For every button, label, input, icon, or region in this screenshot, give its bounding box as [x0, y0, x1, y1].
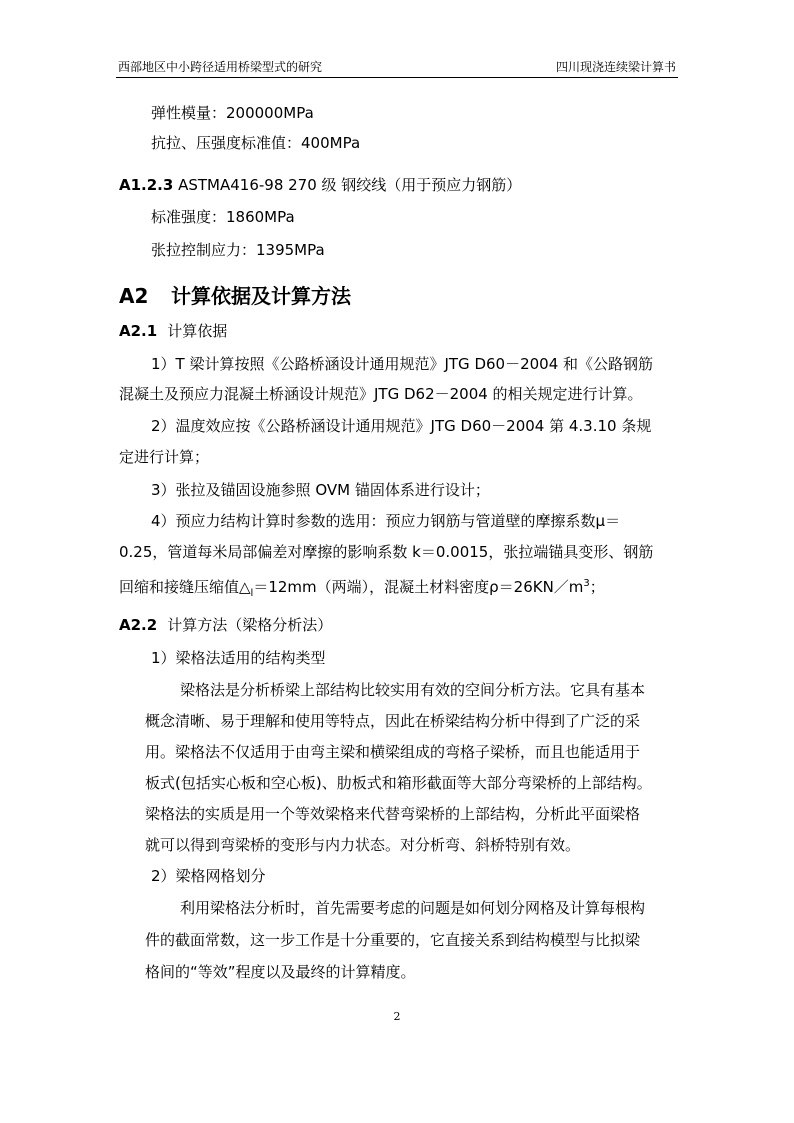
paragraph-line: 定进行计算； — [119, 448, 210, 466]
paragraph-line: 4）预应力结构计算时参数的选用：预应力钢筋与管道壁的摩擦系数μ＝ — [151, 512, 621, 530]
section-a22-heading — [119, 615, 332, 635]
section-a2-heading — [119, 283, 351, 309]
tension-control-line: 张拉控制应力：1395MPa — [151, 241, 325, 259]
paragraph-line: 梁格法的实质是用一个等效梁格来代替弯梁桥的上部结构，分析此平面梁格 — [145, 805, 641, 823]
strength-standard-line: 抗拉、压强度标准值：400MPa — [151, 134, 361, 152]
paragraph-line: 板式(包括实心板和空心板)、肋板式和箱形截面等大部分弯梁桥的上部结构。 — [145, 774, 652, 792]
page-number: 2 — [393, 1010, 401, 1023]
paragraph-line: 3）张拉及锚固设施参照 OVM 锚固体系进行设计； — [151, 481, 490, 499]
paragraph-line: 格间的“等效”程度以及最终的计算精度。 — [145, 963, 416, 981]
subheading-line: 2）梁格网格划分 — [151, 867, 266, 885]
section-title: 计算依据 — [167, 322, 228, 340]
section-title: 计算依据及计算方法 — [171, 284, 351, 308]
section-a21-heading — [119, 321, 227, 341]
paragraph-line: 回缩和接缝压缩值$\triangle_l=12mm$（两端），混凝土材料密度$\rho=26KN/m^3$； — [119, 578, 605, 599]
paragraph-line: 1）T 梁计算按照《公路桥涵设计通用规范》JTG D60－2004 和《公路钢筋 — [151, 355, 654, 373]
header-document-title: 西部地区中小跨径适用桥梁型式的研究 — [118, 60, 323, 74]
section-number: A2.1 — [119, 322, 158, 340]
section-a123-heading — [119, 175, 521, 195]
paragraph-line: 混凝土及预应力混凝土桥涵设计规范》JTG D62－2004 的相关规定进行计算。 — [119, 385, 643, 403]
paragraph-line: 用。梁格法不仅适用于由弯主梁和横梁组成的弯格子梁桥，而且也能适用于 — [145, 743, 641, 761]
section-number: A1.2.3 — [119, 176, 174, 194]
paragraph-line: 就可以得到弯梁桥的变形与内力状态。对分析弯、斜桥特别有效。 — [145, 836, 581, 854]
subheading-line: 1）梁格法适用的结构类型 — [151, 649, 326, 667]
section-number: A2 — [119, 284, 149, 308]
paragraph-line: 利用梁格法分析时，首先需要考虑的问题是如何划分网格及计算每根构 — [180, 899, 646, 917]
section-title: ASTMA416-98 270 级 钢绞线（用于预应力钢筋） — [173, 176, 522, 194]
paragraph-line: 0.25，管道每米局部偏差对摩擦的影响系数 k＝0.0015，张拉端锚具变形、钢筋 — [119, 543, 654, 561]
paragraph-line: 件的截面常数，这一步工作是十分重要的，它直接关系到结构模型与比拟梁 — [145, 931, 641, 949]
section-title: 计算方法（梁格分析法） — [167, 616, 333, 634]
paragraph-line: 梁格法是分析桥梁上部结构比较实用有效的空间分析方法。它具有基本 — [180, 681, 646, 699]
standard-strength-line: 标准强度：1860MPa — [151, 208, 295, 226]
section-number: A2.2 — [119, 616, 158, 634]
paragraph-line: 概念清晰、易于理解和使用等特点，因此在桥梁结构分析中得到了广泛的采 — [145, 712, 641, 730]
page-header — [116, 55, 678, 78]
elastic-modulus-line: 弹性模量：200000MPa — [151, 104, 314, 122]
header-section-title: 四川现浇连续梁计算书 — [555, 60, 676, 74]
paragraph-line: 2）温度效应按《公路桥涵设计通用规范》JTG D60－2004 第 4.3.10 条规 — [151, 417, 652, 435]
